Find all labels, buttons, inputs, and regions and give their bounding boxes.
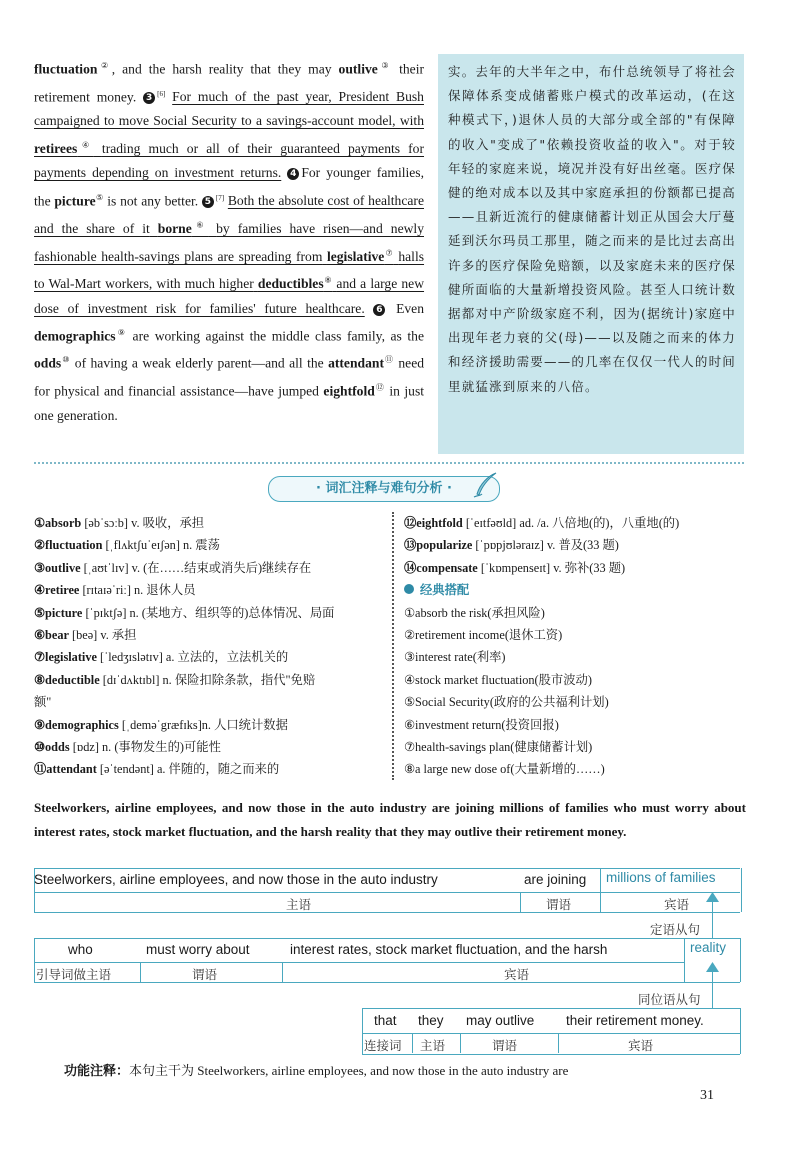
vocab-marker: ⑨ [115,327,128,337]
translation-box [438,54,744,454]
vocab-entry [404,534,749,556]
vocab-definition: [ˌdeməˈgræfɪks]n. 人口统计数据 [118,717,288,732]
collocation-item: ⑤Social Security(政府的公共福利计划) [404,695,609,710]
row1-mid-line [34,892,740,893]
vocab-entry [404,512,749,534]
vocab-headword: ③outlive [34,560,81,575]
row3-bottom-line [362,1054,740,1055]
row2-object: interest rates, stock market fluctuation, and the harsh [290,942,608,957]
vocab-headword: ①absorb [34,516,82,530]
vocab-definition: [ˌflʌktʃuˈeɪʃən] n. 震荡 [102,538,220,553]
row3-label-object: 宾语 [628,1038,654,1053]
vocab-word: attendant [328,356,384,372]
vocab-definition: [rɪtaɪəˈriː] n. 退休人员 [79,583,196,598]
vocab-entry [34,512,394,534]
row3-label-that: 连接词 [364,1038,402,1053]
row3-sep [460,1033,461,1053]
row3-that: that [374,1013,397,1028]
row2-bottom-line [34,982,740,983]
collocation-item: ④stock market fluctuation(股市波动) [404,672,592,687]
row1-label-verb: 谓语 [546,897,572,912]
vocab-list-left [34,512,394,781]
vocab-word: outlive [338,61,378,77]
vocab-marker: ⑩ [61,355,71,365]
row1-sep [600,868,601,912]
arrow-up-icon [706,962,719,972]
analyzed-sentence: Steelworkers, airline employees, and now those in the auto industry are joining millions of families who must worry about interest rates, stock market fluctuation, and the harsh reality that they may outlive their retirement money. [34,800,746,839]
vocab-marker: ⑫ [374,383,385,393]
row2-top-line [34,938,740,939]
row2-sep [282,962,283,982]
collocation-item: ⑧a large new dose of(大量新增的……) [404,762,605,777]
vocab-definition: [ˈpɒpjʊləraɪz] v. 普及(33 题) [472,538,619,553]
vocab-entry [34,646,394,668]
vocab-marker: ⑤ [95,192,104,202]
vocab-entry [34,714,394,736]
vocab-headword: ⑪attendant [34,762,97,777]
relative-clause-label: 定语从句 [650,922,701,937]
row3-object: their retirement money. [566,1013,704,1028]
row1-label-subject: 主语 [286,897,312,912]
collocation-item: ①absorb the risk(承担风险) [404,605,545,620]
row3-right-edge [740,1008,741,1054]
vocab-marker: ⑪ [383,355,394,365]
vocab-definition: [əbˈsɔːb] v. 吸收，承担 [81,516,205,530]
row3-left-edge [362,1008,363,1054]
collocation-item: ⑥investment return(投资回报) [404,717,559,732]
vocab-definition: [ˈeɪtfəʊld] ad. /a. 八倍地(的)，八重地(的) [462,516,680,530]
vocab-definition: [beə] v. 承担 [68,628,137,643]
row2-label-object: 宾语 [504,967,530,982]
sentence-number: 5 [202,196,214,208]
vocab-headword: ②fluctuation [34,538,103,553]
bullet-icon [404,584,414,594]
row2-who: who [68,942,93,957]
vocab-definition: [ˈledʒɪslətɪv] a. 立法的，立法机关的 [96,650,289,665]
vocab-entry [34,557,394,579]
row3-verb: may outlive [466,1013,535,1028]
passage-text: is not any better. [103,193,199,209]
sentence-number: 6 [373,304,385,316]
appositive-clause-label: 同位语从句 [638,992,701,1007]
vocab-headword: ⑦legislative [34,650,97,665]
vocab-entry [34,602,394,624]
section-title: · 词汇注释与难句分析 · [268,476,500,502]
quill-icon [470,470,500,500]
collocation-item: ③interest rate(利率) [404,650,506,665]
row1-label-object: 宾语 [664,897,690,912]
vocab-entry [34,736,394,758]
row3-label-verb: 谓语 [492,1038,518,1053]
row2-label-who: 引导词做主语 [36,967,112,982]
vocab-entry [34,624,394,646]
question-marker: [6] [157,89,166,98]
vocab-headword: ⑨demographics [34,717,119,732]
vocab-definition: [dɪˈdʌktɪbl] n. 保险扣除条款，指代"免赔 [99,672,316,687]
vocab-entry [34,579,394,601]
underlined-sentence: Both the absolute cost of healthcare and the share of it borne⑥ by families have risen—and newly fashionable health-savings plans are spreading from legislative⑦ halls to Wal-Mart workers, with much higher deductibles⑧ and a large new dose of investment risk for families' future healthcare. [34,193,425,316]
page-number: 31 [700,1088,714,1103]
row3-sep [558,1033,559,1053]
underlined-sentence: For much of the past year, President Bush campaigned to move Social Security to a savings-account model, with retirees④ trading much or all of their guaranteed payments for payments depending on investment returns. [34,89,425,181]
vocab-headword: ⑬popularize [404,538,473,553]
function-note-label: 功能注释： [64,1064,130,1079]
row1-subject: Steelworkers, airline employees, and now those in the auto industry [34,872,438,887]
function-note-text: 本句主干为 Steelworkers, airline employees, and now those in the auto industry are [129,1063,569,1078]
vocab-entry [34,534,394,556]
row2-reality: reality [690,940,727,955]
collocation-item: ②retirement income(退休工资) [404,628,563,643]
vocab-word: odds [34,356,62,372]
section-divider [34,462,744,464]
row2-label-verb: 谓语 [192,967,218,982]
vocab-word: fluctuation [34,61,98,77]
vocab-definition: [ɒdz] n. (事物发生的)可能性 [69,740,221,755]
passage-text: need for physical and financial assistance—have jumped [34,356,425,399]
row2-mid-line [34,962,684,963]
vocab-headword: ④retiree [34,583,80,598]
vocab-definition: [əˈtendənt] a. 伴随的，随之而来的 [96,762,280,777]
row3-top-line [362,1008,740,1009]
english-passage [34,54,424,428]
vocab-word: eightfold [323,383,375,399]
passage-text: are working against the middle class family, as the [127,328,424,344]
function-note [64,1060,754,1083]
vocab-headword: ⑭compensate [404,560,478,575]
row2-verb: must worry about [146,942,250,957]
row3-they: they [418,1013,444,1028]
sentence-number: 3 [143,92,155,104]
passage-text: Even [396,300,424,316]
vocab-entry [34,758,394,780]
collocations-heading: 经典搭配 [404,579,749,601]
row1-sep [520,892,521,912]
appositive-clause-arrow [712,968,713,1008]
vocab-headword: ⑫eightfold [404,516,463,530]
translation-text: 实。去年的大半年之中，布什总统领导了将社会保障体系变成储蓄账户模式的改革运动，(在这种模式下，)退休人员的大部分或全部的"有保障的收入"变成了"依赖投资收益的收入"。对于较年轻的家庭来说，境况并没有好出丝毫。医疗保健的绝对成本以及其中家庭承担的份额都已提高——且新近流行的健康储蓄计划正从国会大厅蔓延到沃尔玛员工那里，随之而来的是比过去高出许多的医疗保险免赔额，以及家庭未来的医疗保健所面临的大量新增投资风险。甚至人口统计数据都对中产阶级家庭不利，因为(据统计)家庭中出现年老力衰的父(母)——以及随之而来的体力和经济援助需要——的几率在仅仅一代人的时间里就猛涨到原来的八倍。 [448,64,736,394]
vocab-headword: ⑩odds [34,740,70,755]
row3-mid-line [362,1033,740,1034]
vocab-headword: ⑧deductible [34,672,100,687]
question-marker: [7] [215,193,225,202]
passage-text: For younger families, the [34,165,424,209]
passage-text: of having a weak elderly parent—and all the [70,356,329,372]
row1-bottom-line [34,912,740,913]
vocab-entry [404,557,749,579]
passage-text: in just one generation. [34,383,425,423]
vocab-list-right [404,512,749,781]
sentence-number: 4 [287,168,299,180]
vocab-definition: [ˌaʊtˈlɪv] v. (在……结束或消失后)继续存在 [80,560,312,575]
row1-verb: are joining [524,872,587,887]
vocab-entry [34,691,394,713]
row1-object: millions of families [606,870,716,885]
passage-text: their retirement money. [34,61,425,105]
vocab-word: demographics [34,328,116,344]
row3-label-they: 主语 [420,1038,446,1053]
row2-right-edge [740,938,741,982]
vocab-word: picture [54,193,96,209]
vocab-definition: [ˈkɒmpenseɪt] v. 弥补(33 题) [477,560,626,575]
vocab-definition: [ˈpɪktʃə] n. (某地方、组织等的)总体情况、局面 [82,605,335,620]
passage-text: , and the harsh reality that they may [111,61,339,77]
arrow-up-icon [706,892,719,902]
row3-sep [412,1033,413,1053]
vocab-definition: 额" [34,695,52,710]
column-divider [392,512,394,780]
collocation-item: ⑦health-savings plan(健康储蓄计划) [404,740,593,755]
vocab-headword: ⑤picture [34,605,83,620]
relative-clause-arrow [712,898,713,938]
row2-sep [140,962,141,982]
row1-top-line [34,868,740,869]
vocab-marker: ② [97,61,112,70]
vocab-entry [34,669,394,691]
vocab-marker: ③ [377,61,393,70]
vocab-headword: ⑥bear [34,628,69,643]
row2-sep [684,938,685,982]
row2-left-edge [34,938,35,982]
